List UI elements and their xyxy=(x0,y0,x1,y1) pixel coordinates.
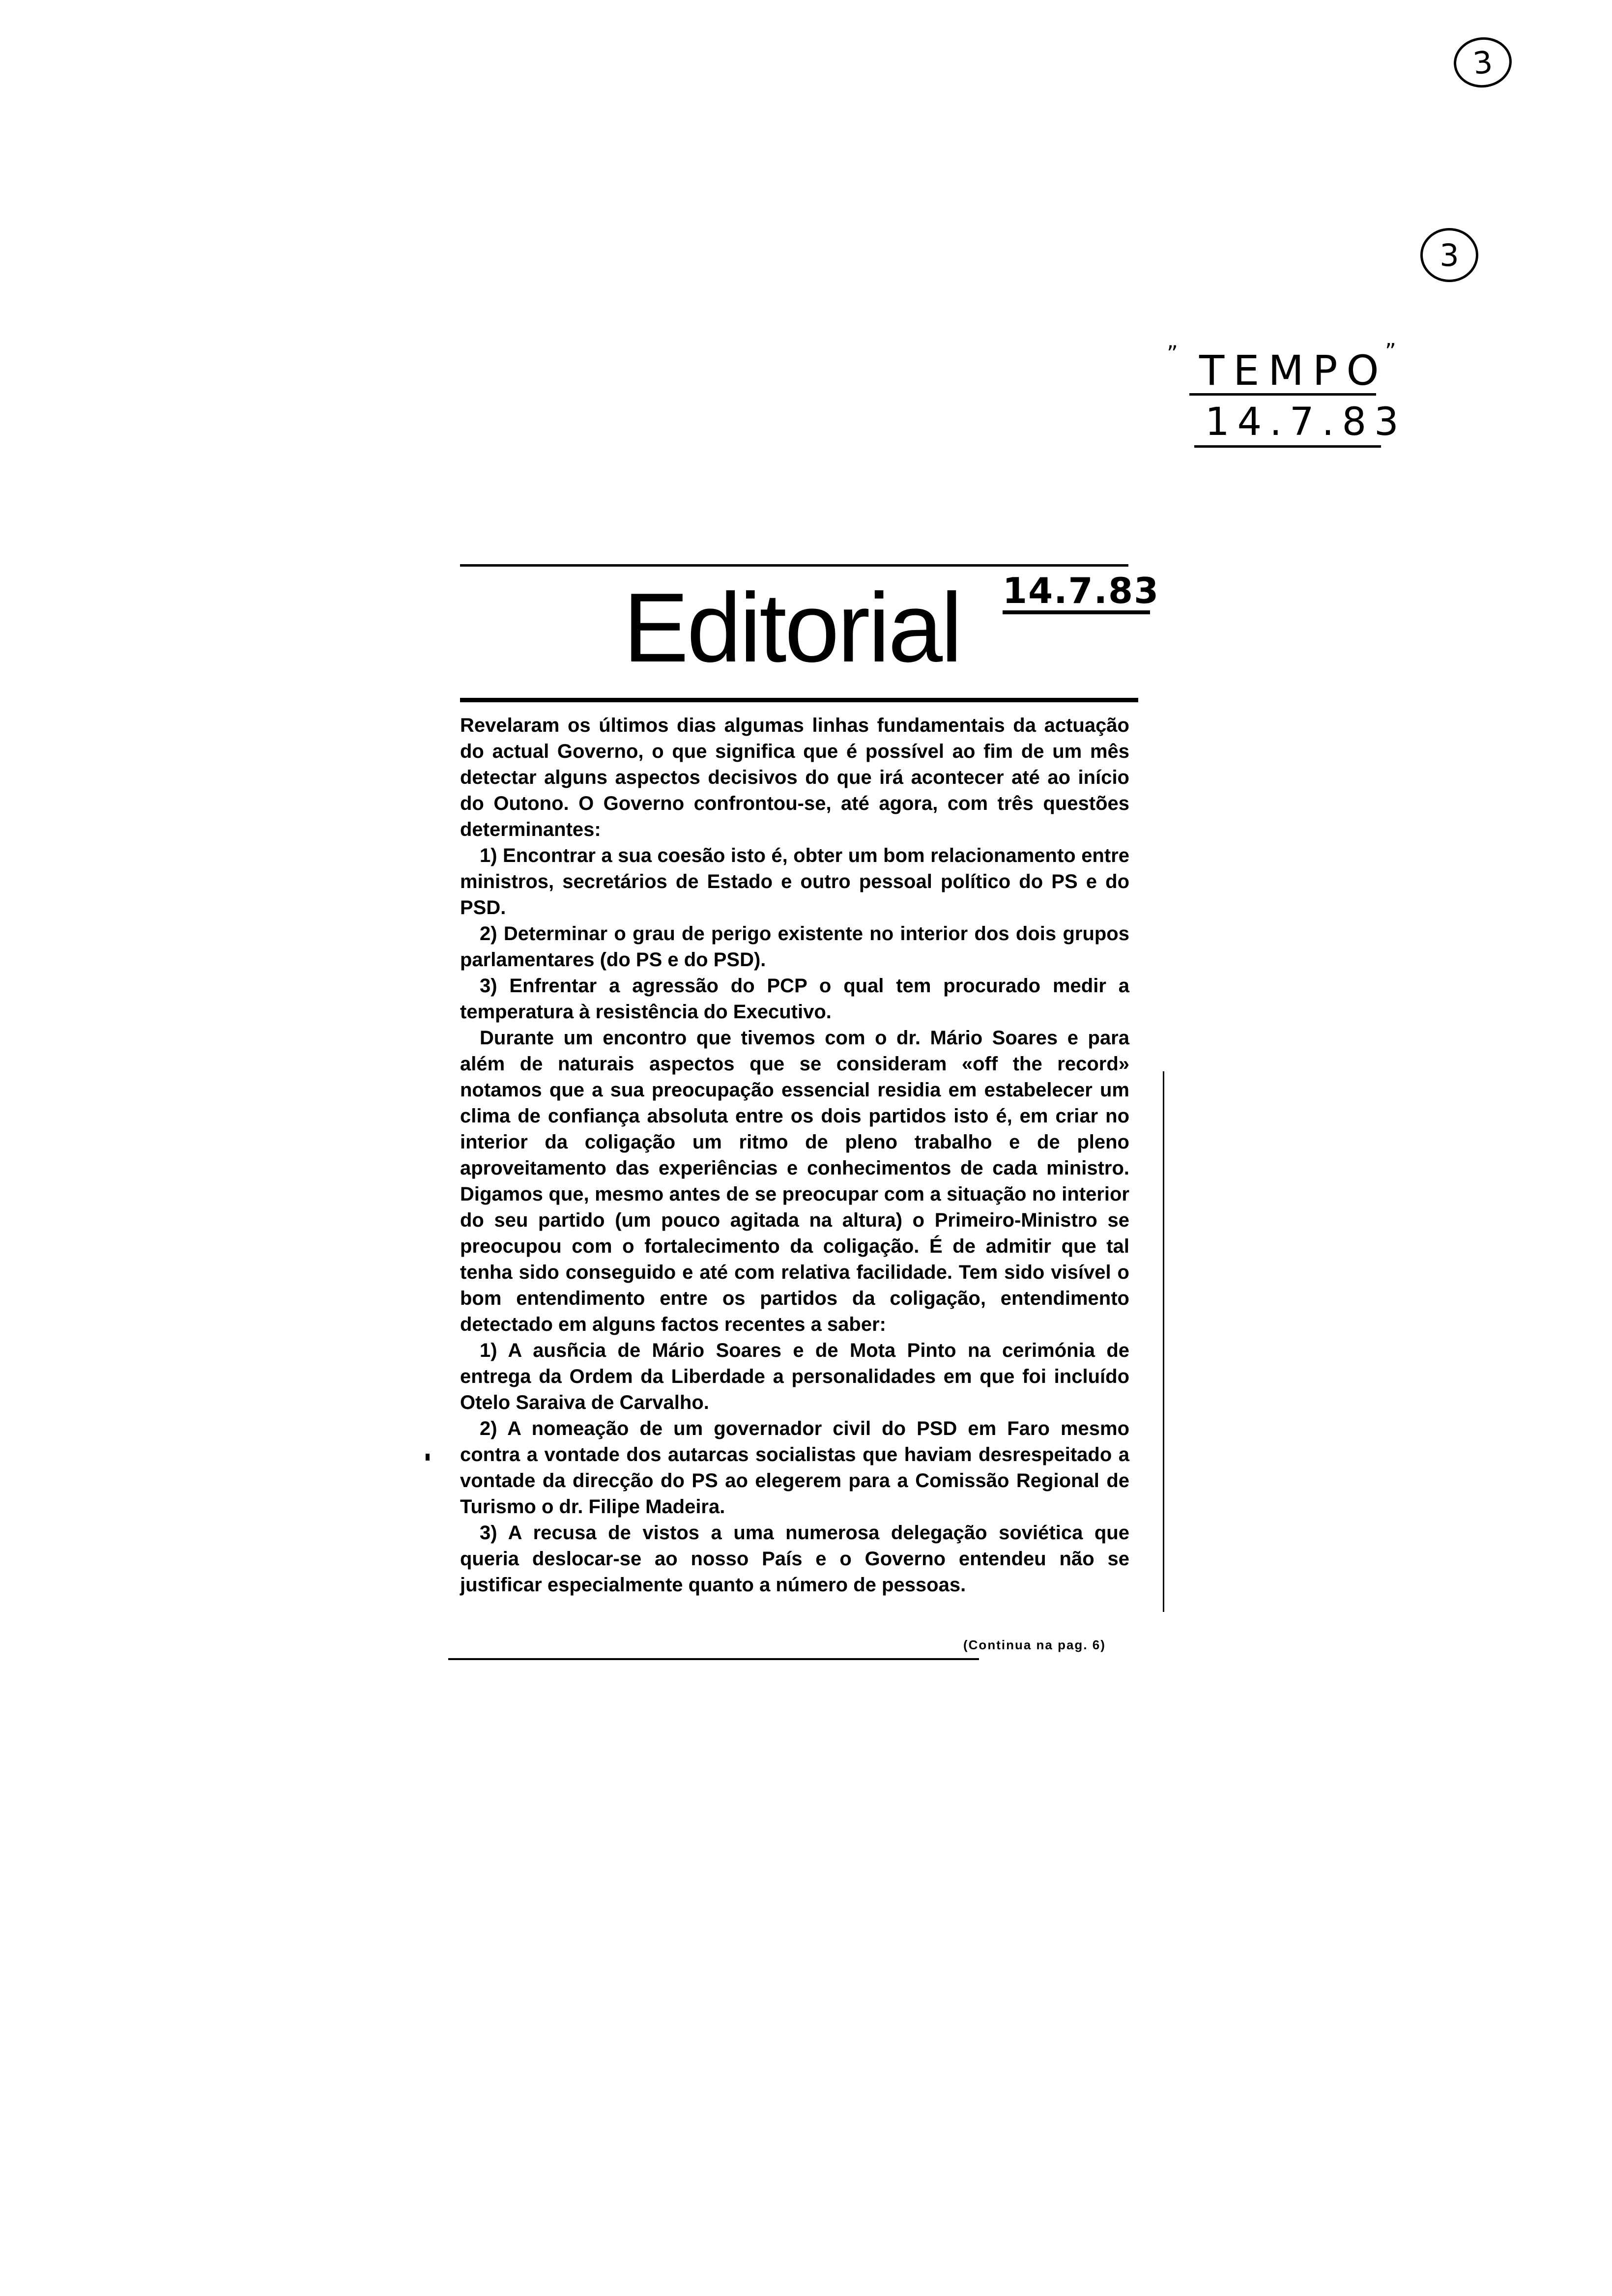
clipping-bottom-rule xyxy=(448,1658,979,1660)
article-paragraph: 3) A recusa de vistos a uma numerosa delegação soviética que queria deslocar-se ao nosso País e o Governo entendeu não se justificar especialmente quanto a número de pessoas. xyxy=(460,1522,1129,1596)
circled-number-text: 3 xyxy=(1471,43,1495,82)
handwritten-date: 14.7.83 xyxy=(1205,400,1407,444)
circled-page-number-top xyxy=(1451,34,1514,90)
article-paragraph: 1) A ausñcia de Mário Soares e de Mota Pinto na cerimónia de entrega da Ordem da Liberdade a personalidades em que foi incluído Otelo Saraiva de Carvalho. xyxy=(460,1340,1129,1413)
handwritten-quote-open: „ xyxy=(1167,328,1178,353)
headline: Editorial xyxy=(623,573,961,683)
headline-rule xyxy=(460,698,1138,702)
circled-page-number xyxy=(1420,228,1478,282)
date-stamp: 14.7.83 xyxy=(1003,570,1160,611)
handwritten-underline xyxy=(1194,445,1381,448)
circled-number-text: 3 xyxy=(1439,237,1459,273)
date-stamp-underline xyxy=(1003,610,1150,614)
clipping-top-rule xyxy=(460,564,1128,567)
article-paragraph: 1) Encontrar a sua coesão isto é, obter um bom relacionamento entre ministros, secretários de Estado e outro pessoal político do PS e do PSD. xyxy=(460,845,1129,918)
margin-bar xyxy=(1163,1071,1164,1612)
article-paragraph: 2) Determinar o grau de perigo existente no interior dos dois grupos parlamentares (do PS e do PSD). xyxy=(460,923,1129,971)
article-paragraph: Revelaram os últimos dias algumas linhas fundamentais da actuação do actual Governo, o que significa que é possível ao fim de um mês detectar alguns aspectos decisivos do que irá acontecer até ao início do Outono. O Governo confrontou-se, até agora, com três questões determinantes: xyxy=(460,715,1129,840)
article-paragraph: 3) Enfrentar a agressão do PCP o qual tem procurado medir a temperatura à resistência do Executivo. xyxy=(460,975,1129,1023)
article-paragraph: Durante um encontro que tivemos com o dr. Mário Soares e para além de naturais aspectos que se consideram «off the record» notamos que a sua preocupação essencial residia em estabelecer um clima de confiança absoluta entre os dois partidos isto é, em criar no interior da coligação um ritmo de pleno trabalho e de pleno aproveitamento das experiências e conhecimentos de cada ministro. Digamos que, mesmo antes de se preocupar com a situação no interior do seu partido (um pouco agitada na altura) o Primeiro-Ministro se preocupou com o fortalecimento da coligação. É de admitir que tal tenha sido conseguido e até com relativa facilidade. Tem sido visível o bom entendimento entre os partidos da coligação, entendimento detectado em alguns factos recentes a saber: xyxy=(460,1027,1129,1335)
article-body xyxy=(460,713,1129,1598)
continuation-note: (Continua na pag. 6) xyxy=(963,1637,1106,1652)
handwritten-quote-close: ” xyxy=(1385,339,1396,364)
margin-mark xyxy=(426,1454,430,1461)
handwritten-publication-name: TEMPO xyxy=(1199,346,1388,395)
article-paragraph: 2) A nomeação de um governador civil do PSD em Faro mesmo contra a vontade dos autarcas socialistas que haviam desrespeitado a vontade da direcção do PS ao elegerem para a Comissão Regional de Turismo o dr. Filipe Madeira. xyxy=(460,1418,1129,1518)
handwritten-underline xyxy=(1189,393,1376,396)
